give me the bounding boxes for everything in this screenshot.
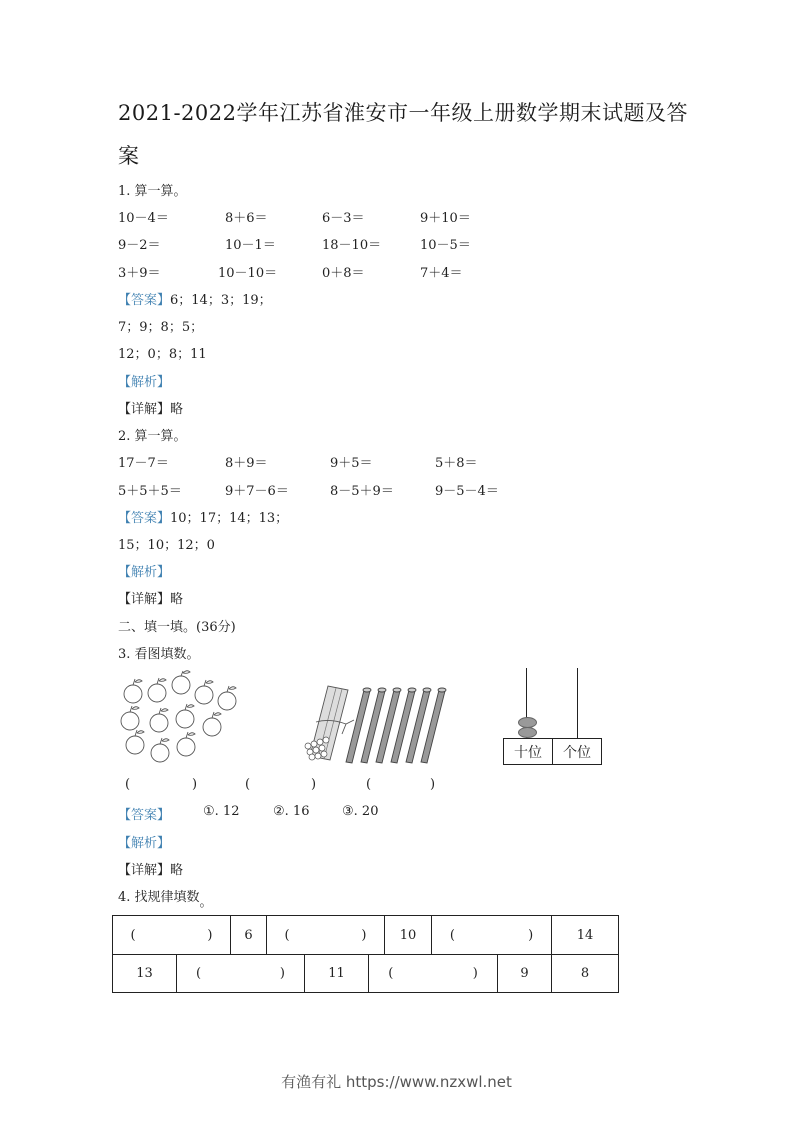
pattern-cell: 14 <box>551 915 619 955</box>
q2-heading: 2. 算一算。 <box>118 429 187 444</box>
pattern-cell-blank[interactable]: ( ) <box>368 954 498 993</box>
q1-answer <box>118 289 272 308</box>
q2-analysis-tag: 【解析】 <box>118 565 171 580</box>
q2-expr: 9＋5＝ <box>330 456 373 471</box>
q1-expr: 9－2＝ <box>118 238 161 253</box>
detail-text: 略 <box>170 402 184 417</box>
answer-tag: 【答案】 <box>118 293 171 308</box>
pattern-cell: 6 <box>230 915 267 955</box>
pattern-cell-blank[interactable]: ( ) <box>112 915 231 955</box>
q1-expr: 10－4＝ <box>118 211 169 226</box>
q1-expr: 3＋9＝ <box>118 266 161 281</box>
apples-image <box>115 670 245 765</box>
document-title-line2: 案 <box>118 144 140 168</box>
apple-icon <box>176 704 194 728</box>
apple-icon <box>126 730 144 754</box>
q1-expr: 10－10＝ <box>218 266 278 281</box>
q2-detail <box>118 588 183 607</box>
pattern-cell: 11 <box>304 954 369 993</box>
section2-heading: 二、填一填。(36分) <box>118 620 236 635</box>
q2-expr: 5＋5＋5＝ <box>118 484 182 499</box>
q2-expr: 9－5－4＝ <box>435 484 499 499</box>
pattern-cell: 8 <box>551 954 619 993</box>
q3-analysis-tag: 【解析】 <box>118 836 171 851</box>
q2-answer <box>118 507 288 526</box>
q4-heading-mark: 。 <box>199 895 213 910</box>
pattern-cell: 9 <box>497 954 552 993</box>
q1-analysis-tag: 【解析】 <box>118 375 171 390</box>
q1-heading: 1. 算一算。 <box>118 184 187 199</box>
q2-expr: 17－7＝ <box>118 456 169 471</box>
q1-expr: 9＋10＝ <box>420 211 471 226</box>
ones-label: 个位 <box>552 738 602 765</box>
ones-rod <box>577 668 578 738</box>
q1-expr: 0＋8＝ <box>322 266 365 281</box>
answer-tag: 【答案】 <box>118 511 171 526</box>
q2-expr: 8－5＋9＝ <box>330 484 394 499</box>
answer-tag: 【答案】 <box>118 808 171 823</box>
pattern-cell-blank[interactable]: ( ) <box>176 954 305 993</box>
blank-open: ( <box>125 777 131 792</box>
q1-answer-line2: 7；9；8；5； <box>118 320 204 335</box>
pattern-cell: 13 <box>112 954 177 993</box>
blank-close: ) <box>430 777 436 792</box>
q2-expr: 8＋9＝ <box>225 456 268 471</box>
pattern-table <box>112 915 619 993</box>
q1-expr: 10－1＝ <box>225 238 276 253</box>
q4-heading-text: 4. 找规律填数 <box>118 890 200 905</box>
q3-answer-1: ①. 12 <box>203 804 240 819</box>
q3-answer-2: ②. 16 <box>273 804 310 819</box>
apple-icon <box>124 679 142 703</box>
pattern-cell: 10 <box>384 915 432 955</box>
pattern-cell-blank[interactable]: ( ) <box>266 915 385 955</box>
q4-heading <box>118 886 213 910</box>
apple-icon <box>218 686 236 710</box>
q1-expr: 7＋4＝ <box>420 266 463 281</box>
footer-watermark: 有渔有礼 https://www.nzxwl.net <box>281 1073 512 1091</box>
pattern-cell-blank[interactable]: ( ) <box>431 915 552 955</box>
blank-close: ) <box>192 777 198 792</box>
blank-close: ) <box>311 777 317 792</box>
q2-expr: 9＋7－6＝ <box>225 484 289 499</box>
apple-icon <box>148 678 166 702</box>
apple-icon <box>177 732 195 756</box>
q2-answer-line2: 15；10；12；0 <box>118 538 215 553</box>
stick-bundle-icon <box>305 686 354 760</box>
sticks-image <box>298 678 458 768</box>
blank-open: ( <box>366 777 372 792</box>
apple-icon <box>172 671 190 694</box>
document-title-line1: 2021-2022学年江苏省淮安市一年级上册数学期末试题及答 <box>118 101 688 125</box>
q1-answer-line3: 12；0；8；11 <box>118 347 207 362</box>
abacus-image <box>503 668 603 766</box>
apple-icon <box>203 712 221 736</box>
answer-text: 6；14；3；19； <box>170 293 272 308</box>
q1-expr: 10－5＝ <box>420 238 471 253</box>
apple-icon <box>195 680 213 704</box>
detail-tag: 【详解】 <box>118 402 171 417</box>
q1-detail <box>118 398 183 417</box>
q1-expr: 18－10＝ <box>322 238 382 253</box>
q3-detail <box>118 859 183 878</box>
q3-heading: 3. 看图填数。 <box>118 647 200 662</box>
q3-answer <box>118 804 170 823</box>
apple-icon <box>150 708 168 732</box>
tens-label: 十位 <box>503 738 553 765</box>
q2-expr: 5＋8＝ <box>435 456 478 471</box>
detail-text: 略 <box>170 592 184 607</box>
detail-tag: 【详解】 <box>118 863 171 878</box>
bead-icon <box>518 727 537 738</box>
apple-icon <box>151 738 169 762</box>
answer-text: 10；17；14；13； <box>170 511 289 526</box>
apple-icon <box>121 706 139 730</box>
q1-expr: 8＋6＝ <box>225 211 268 226</box>
blank-open: ( <box>245 777 251 792</box>
q1-expr: 6－3＝ <box>322 211 365 226</box>
detail-tag: 【详解】 <box>118 592 171 607</box>
detail-text: 略 <box>170 863 184 878</box>
q3-answer-3: ③. 20 <box>342 804 379 819</box>
